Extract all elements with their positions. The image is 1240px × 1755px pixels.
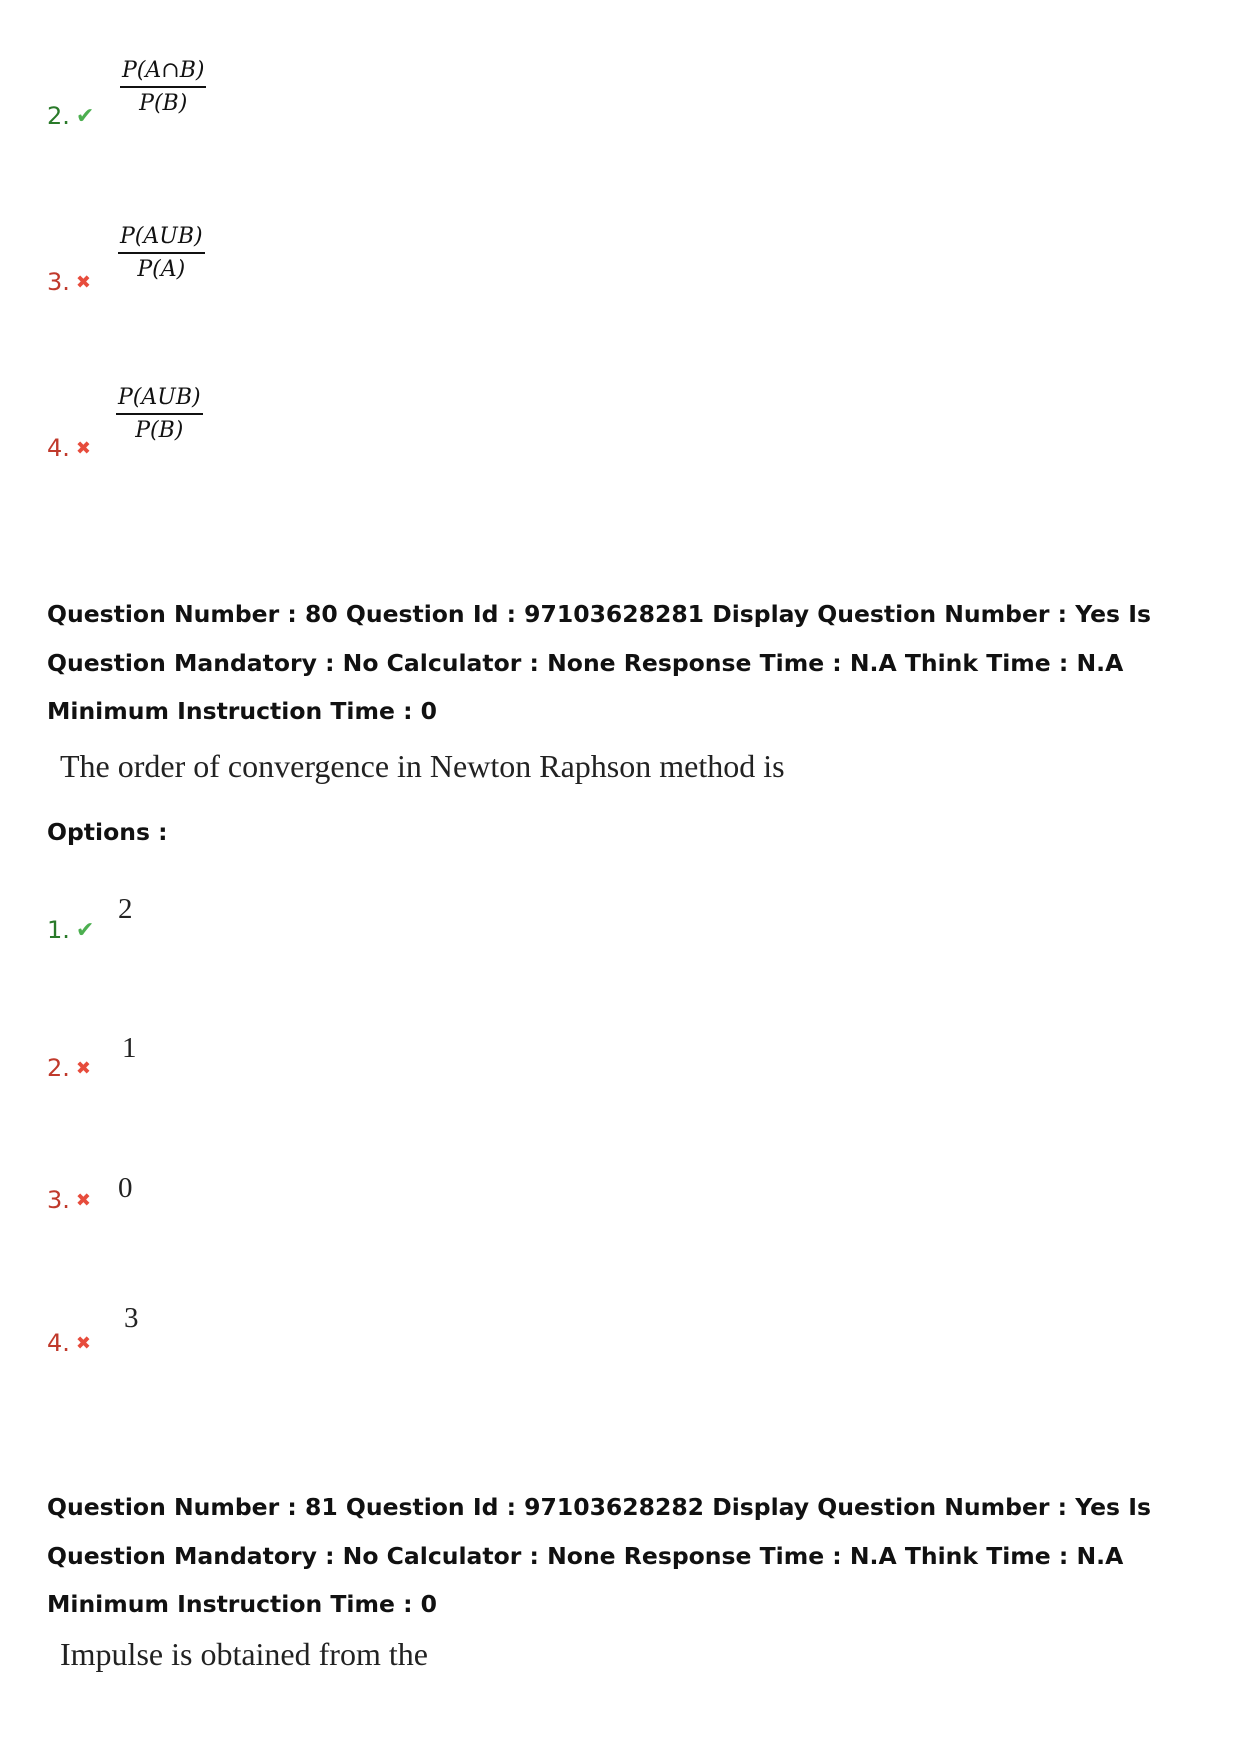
option-number: 1. bbox=[47, 916, 70, 944]
formula-numerator: P(AUB) bbox=[118, 224, 205, 254]
cross-icon: ✖ bbox=[75, 271, 91, 293]
formula-numerator: P(AUB) bbox=[116, 385, 203, 415]
check-icon: ✔ bbox=[75, 917, 95, 943]
prev-option-2-formula bbox=[120, 58, 206, 116]
prev-option-4-formula bbox=[116, 385, 203, 443]
question-80-text: The order of convergence in Newton Raphson method is bbox=[60, 748, 785, 784]
check-icon: ✔ bbox=[75, 103, 95, 129]
formula-denominator: P(A) bbox=[137, 257, 186, 282]
cross-icon: ✖ bbox=[75, 1057, 91, 1079]
q80-option-1 bbox=[47, 916, 94, 944]
option-number: 4. bbox=[47, 434, 70, 462]
prev-option-4 bbox=[47, 434, 91, 462]
question-81-meta: Question Number : 81 Question Id : 97103628282 Display Question Number : Yes Is Question Mandatory : No Calculator : None Response Time : N.A Think Time : N.A Minimum Instruction Time : 0 bbox=[47, 1493, 1151, 1618]
option-number: 2. bbox=[47, 102, 70, 130]
option-number: 2. bbox=[47, 1054, 70, 1082]
cross-icon: ✖ bbox=[75, 1189, 91, 1211]
question-81-text: Impulse is obtained from the bbox=[60, 1636, 428, 1672]
cross-icon: ✖ bbox=[75, 437, 91, 459]
formula-denominator: P(B) bbox=[139, 91, 188, 116]
prev-option-3 bbox=[47, 268, 91, 296]
formula-numerator: P(A∩B) bbox=[120, 58, 206, 88]
formula-denominator: P(B) bbox=[135, 418, 184, 443]
q80-option-4 bbox=[47, 1329, 91, 1357]
prev-option-3-formula bbox=[118, 224, 205, 282]
option-number: 3. bbox=[47, 1186, 70, 1214]
cross-icon: ✖ bbox=[75, 1332, 91, 1354]
options-label: Options : bbox=[47, 818, 168, 846]
q80-option-3-value: 0 bbox=[118, 1172, 133, 1204]
q80-option-3 bbox=[47, 1186, 91, 1214]
q80-option-2-value: 1 bbox=[122, 1032, 137, 1064]
question-80-meta: Question Number : 80 Question Id : 97103628281 Display Question Number : Yes Is Question Mandatory : No Calculator : None Response Time : N.A Think Time : N.A Minimum Instruction Time : 0 bbox=[47, 600, 1151, 725]
option-number: 4. bbox=[47, 1329, 70, 1357]
option-number: 3. bbox=[47, 268, 70, 296]
prev-option-2 bbox=[47, 102, 94, 130]
q80-option-1-value: 2 bbox=[118, 893, 133, 925]
q80-option-2 bbox=[47, 1054, 91, 1082]
q80-option-4-value: 3 bbox=[124, 1302, 139, 1334]
